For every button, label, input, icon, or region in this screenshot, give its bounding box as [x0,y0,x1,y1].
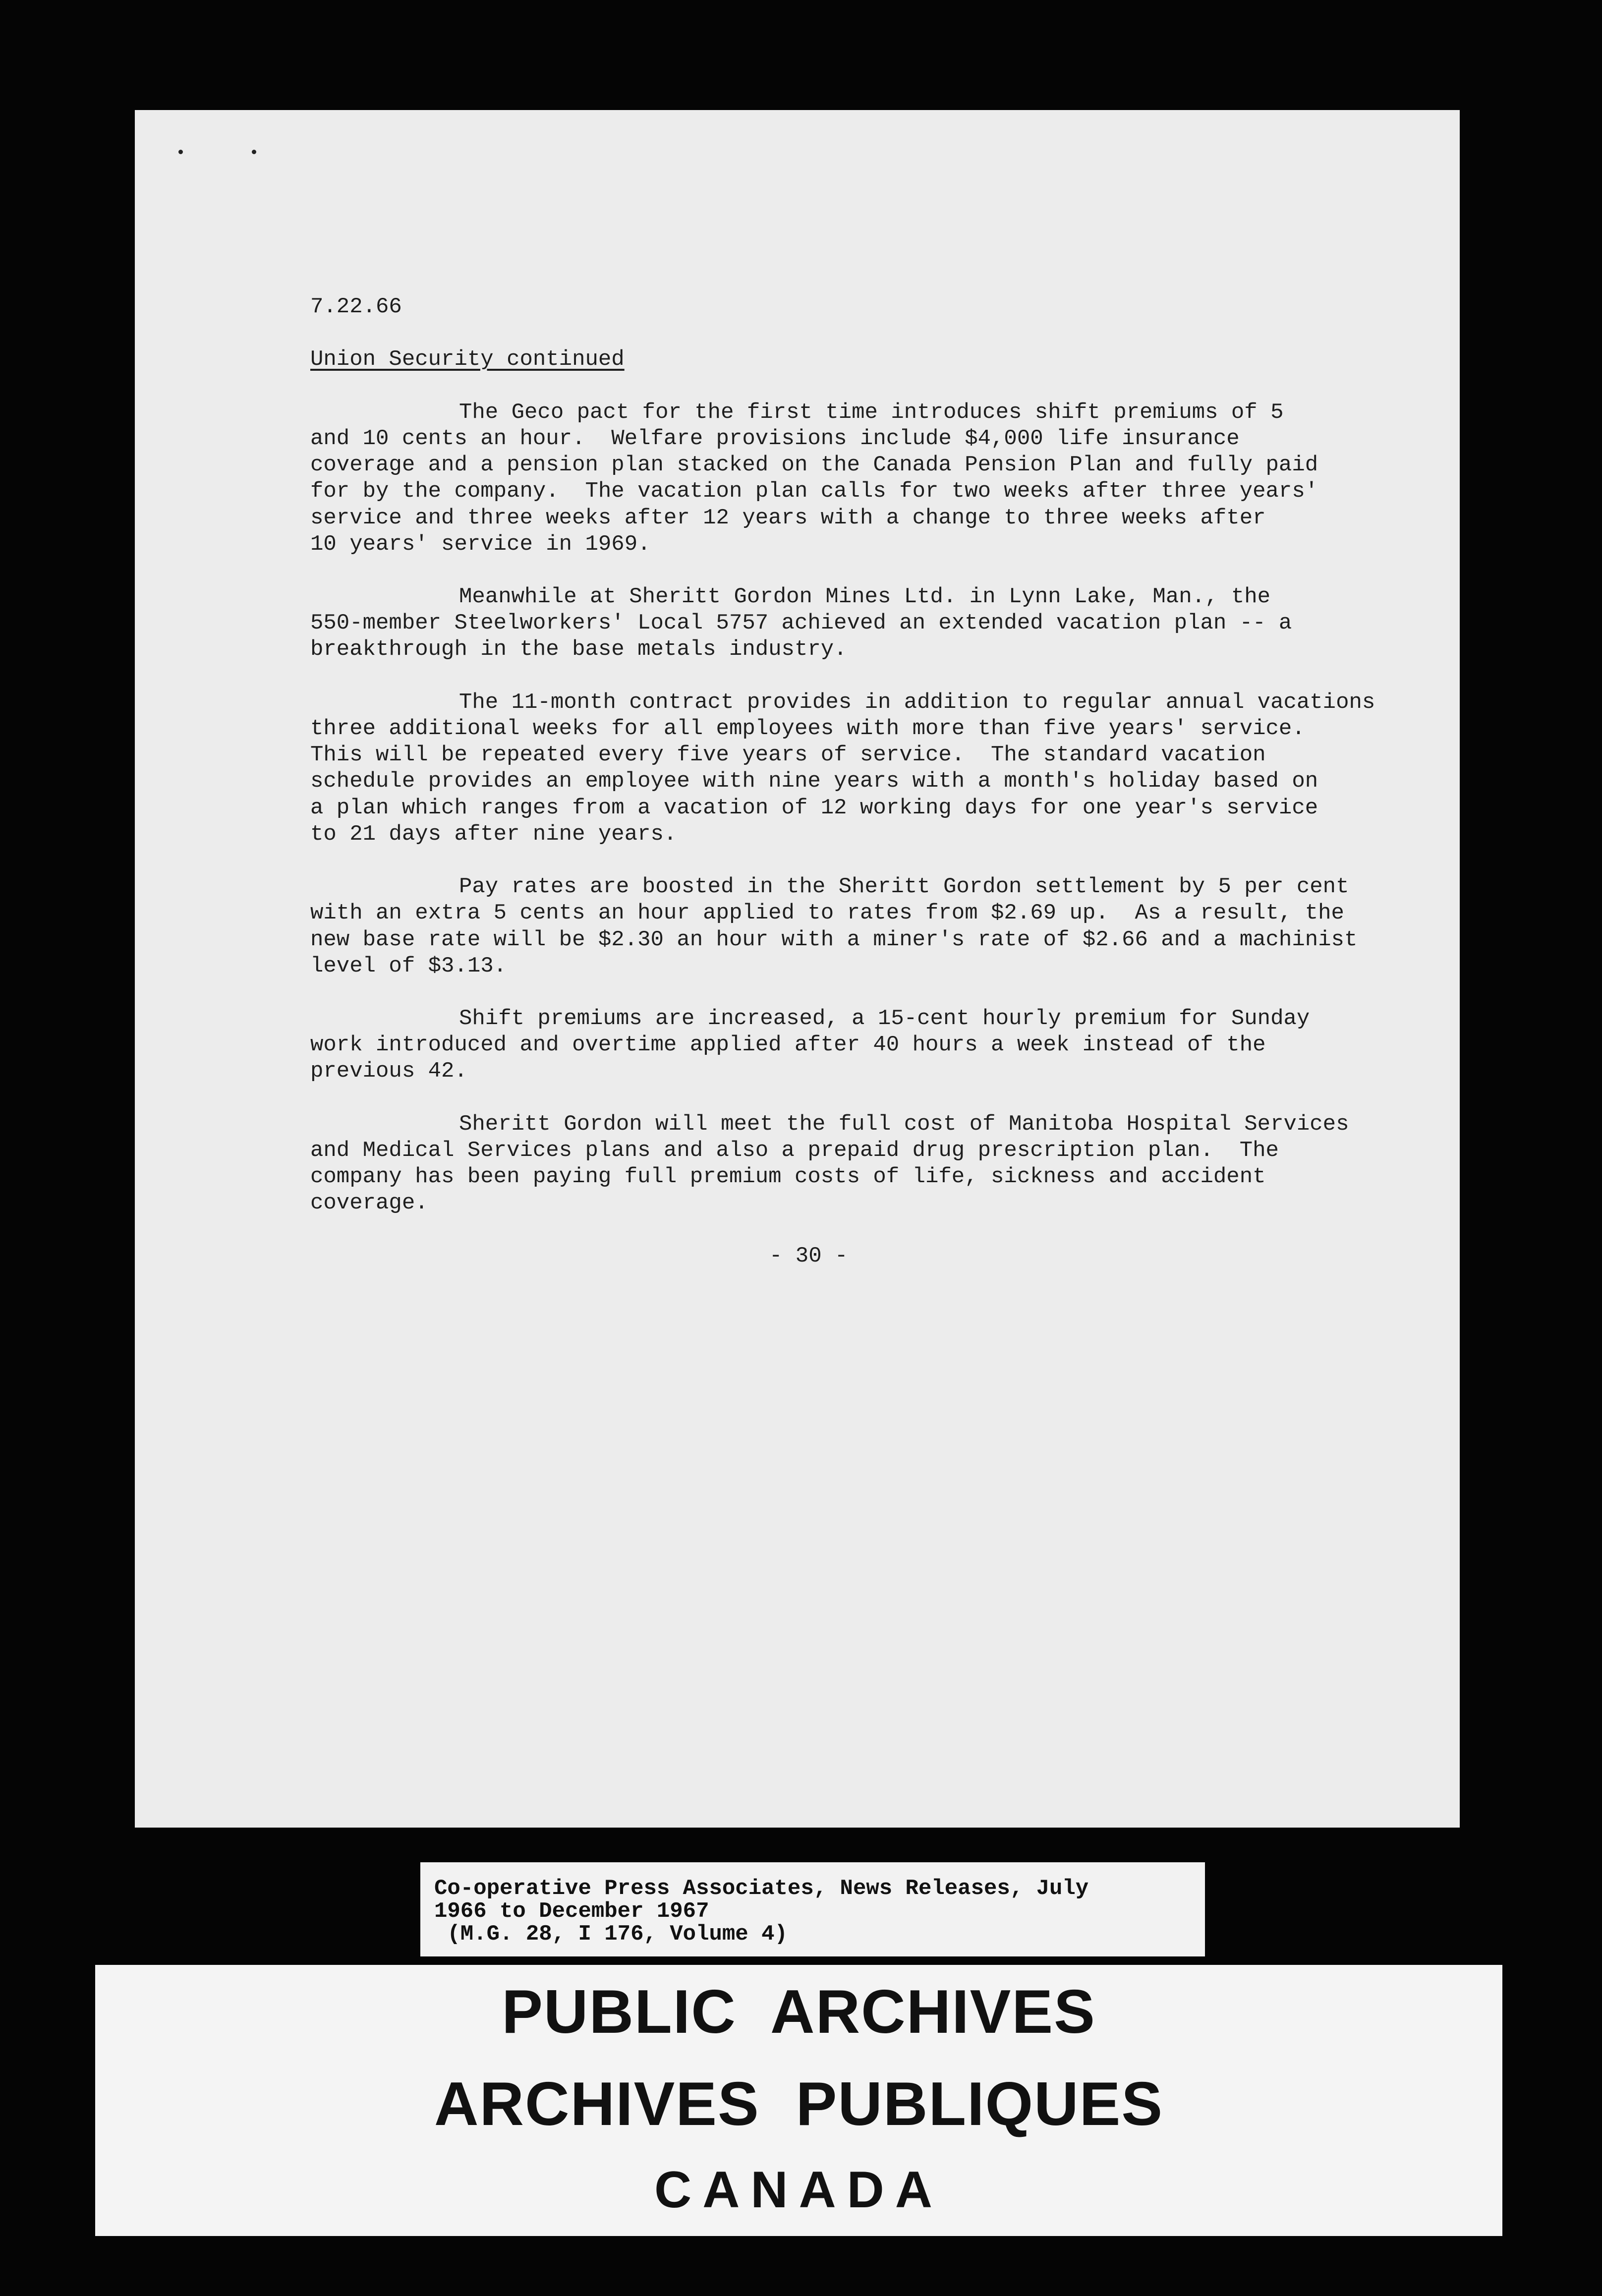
paragraph-line: and Medical Services plans and also a prepaid drug prescription plan. The [310,1138,1279,1163]
banner-line-country: CANADA [654,2161,943,2219]
paragraph-line: schedule provides an employee with nine years with a month's holiday based on [310,769,1318,794]
paragraph-line: and 10 cents an hour. Welfare provisions include $4,000 life insurance [310,426,1240,451]
spacer [310,663,1450,689]
paragraph-line: Pay rates are boosted in the Sheritt Gordon settlement by 5 per cent [459,874,1349,900]
paragraph-line: coverage and a pension plan stacked on the Canada Pension Plan and fully paid [310,453,1318,478]
spacer [310,848,1450,874]
paragraph-line: Meanwhile at Sheritt Gordon Mines Ltd. in Lynn Lake, Man., the [459,584,1271,610]
paragraph-line: with an extra 5 cents an hour applied to rates from $2.69 up. As a result, the [310,901,1344,926]
label-line: Co-operative Press Associates, News Releases, July [434,1876,1089,1901]
document-body [310,294,1450,1269]
public-archives-banner [95,1965,1502,2236]
label-line: (M.G. 28, I 176, Volume 4) [434,1922,788,1947]
spacer [310,320,1450,346]
paragraph-line: a plan which ranges from a vacation of 12 working days for one year's service [310,795,1318,820]
punch-mark [252,150,256,154]
section-heading: Union Security continued [310,347,625,372]
spacer [310,1217,1450,1243]
spacer [310,558,1450,584]
archive-label [420,1862,1205,1956]
label-line: 1966 to December 1967 [434,1899,709,1924]
paragraph-line: 10 years' service in 1969. [310,531,651,557]
paragraph-line: for by the company. The vacation plan calls for two weeks after three years' [310,479,1318,504]
paragraph-line: Shift premiums are increased, a 15-cent hourly premium for Sunday [459,1006,1310,1032]
paragraph-line: previous 42. [310,1059,467,1084]
archive-label-text [434,1877,1088,1946]
spacer [310,979,1450,1006]
paragraph-line: This will be repeated every five years of service. The standard vacation [310,743,1266,768]
paragraph-line: new base rate will be $2.30 an hour with a miner's rate of $2.66 and a machinist [310,927,1358,952]
document-date: 7.22.66 [310,294,402,319]
paragraph-line: three additional weeks for all employees with more than five years' service. [310,716,1305,741]
paragraph-line: coverage. [310,1191,428,1216]
paragraph-line: level of $3.13. [310,953,507,978]
paragraph-line: 550-member Steelworkers' Local 5757 achieved an extended vacation plan -- a [310,611,1292,636]
paragraph-line: breakthrough in the base metals industry. [310,637,847,662]
banner-line-english: PUBLIC ARCHIVES [502,1978,1096,2046]
banner-line-french: ARCHIVES PUBLIQUES [434,2070,1164,2138]
paragraph-line: company has been paying full premium costs of life, sickness and accident [310,1164,1266,1190]
paragraph-line: The Geco pact for the first time introduces shift premiums of 5 [459,400,1284,425]
paragraph-line: The 11-month contract provides in addition to regular annual vacations [459,689,1375,715]
paragraph-line: service and three weeks after 12 years with a change to three weeks after [310,505,1266,530]
page-number: - 30 - [769,1243,848,1268]
paragraph-line: to 21 days after nine years. [310,821,677,847]
paragraph-line: work introduced and overtime applied after 40 hours a week instead of the [310,1033,1266,1058]
paragraph-line: Sheritt Gordon will meet the full cost of Manitoba Hospital Services [459,1111,1349,1137]
spacer [310,373,1450,400]
punch-mark [178,150,183,154]
spacer [310,1085,1450,1111]
